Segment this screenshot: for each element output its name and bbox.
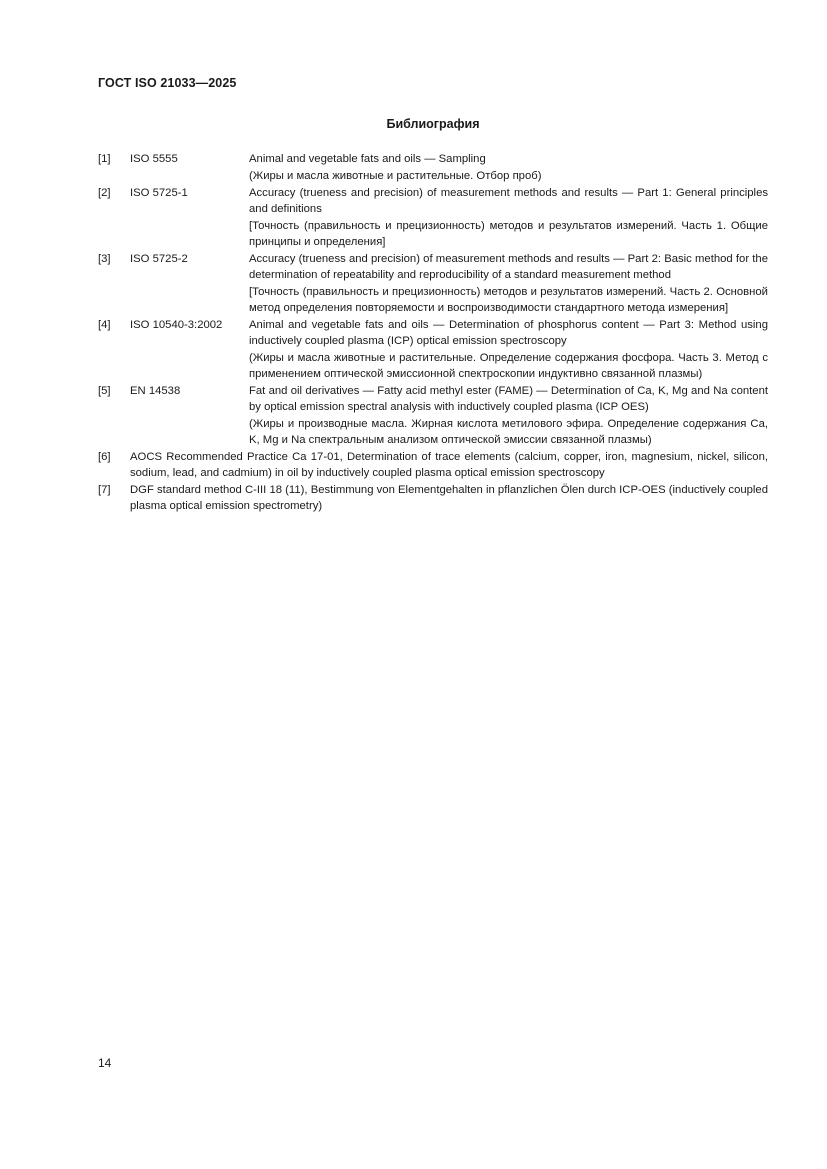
entry-title-en: Accuracy (trueness and precision) of measurement methods and results — Part 2: Basic method for the determination of repeatability and reproducibility of a standard measurement method xyxy=(249,253,768,281)
entry-number: [3] xyxy=(98,253,111,265)
entry-title-ru: [Точность (правильность и прецизионность) методов и результатов измерений. Часть 2. Основной метод определения повторяемости и воспроизводимости стандартного метода измерения] xyxy=(249,286,768,314)
bibliography-list xyxy=(98,151,768,515)
entry-number: [4] xyxy=(98,319,111,331)
entry-code: ISO 5725-2 xyxy=(130,253,188,265)
entry-text: AOCS Recommended Practice Ca 17-01, Determination of trace elements (calcium, copper, iron, magnesium, nickel, silicon, sodium, lead, and cadmium) in oil by inductively coupled plasma optical emission spectroscopy xyxy=(130,451,768,479)
entry-title-en: Animal and vegetable fats and oils — Determination of phosphorus content — Part 3: Method using inductively coupled plasma (ICP) optical emission spectroscopy xyxy=(249,319,768,347)
entry-title-ru: (Жиры и масла животные и растительные. Определение содержания фосфора. Часть 3. Метод с применением оптической эмиссионной спектроскопии индуктивно связанной плазмы) xyxy=(249,352,768,380)
bibliography-entry xyxy=(98,449,768,481)
entry-number: [5] xyxy=(98,385,111,397)
entry-body xyxy=(249,251,768,316)
entry-number: [2] xyxy=(98,187,111,199)
entry-text: DGF standard method C-III 18 (11), Bestimmung von Elementgehalten in pflanzlichen Ölen durch ICP-OES (inductively coupled plasma optical emission spectrometry) xyxy=(130,484,768,512)
entry-body xyxy=(249,185,768,250)
bibliography-entry xyxy=(98,251,768,316)
bibliography-entry xyxy=(98,185,768,250)
entry-title-ru: [Точность (правильность и прецизионность) методов и результатов измерений. Часть 1. Общие принципы и определения] xyxy=(249,220,768,248)
entry-code: EN 14538 xyxy=(130,385,181,397)
bibliography-entry xyxy=(98,383,768,448)
entry-title-ru: (Жиры и масла животные и растительные. Отбор проб) xyxy=(249,170,542,182)
entry-title-ru: (Жиры и производные масла. Жирная кислота метилового эфира. Определение содержания Ca, K, Mg и Na спектральным анализом оптической эмиссии связанной плазмы) xyxy=(249,418,768,446)
entry-title-en: Accuracy (trueness and precision) of measurement methods and results — Part 1: General principles and definitions xyxy=(249,187,768,215)
entry-title-en: Fat and oil derivatives — Fatty acid methyl ester (FAME) — Determination of Ca, K, Mg and Na content by optical emission spectral analysis with inductively coupled plasma (ICP OES) xyxy=(249,385,768,413)
section-title: Библиография xyxy=(386,117,480,131)
entry-code: ISO 5725-1 xyxy=(130,187,188,199)
bibliography-entry xyxy=(98,482,768,514)
entry-number: [1] xyxy=(98,153,111,165)
entry-body xyxy=(249,317,768,382)
entry-code: ISO 10540-3:2002 xyxy=(130,319,223,331)
bibliography-entry xyxy=(98,151,768,184)
document-header: ГОСТ ISO 21033—2025 xyxy=(98,76,237,90)
entry-body xyxy=(249,151,768,184)
bibliography-entry xyxy=(98,317,768,382)
entry-title-en: Animal and vegetable fats and oils — Sampling xyxy=(249,153,486,165)
page-number: 14 xyxy=(98,1056,112,1070)
entry-number: [7] xyxy=(98,484,111,496)
entry-body xyxy=(249,383,768,448)
entry-number: [6] xyxy=(98,451,111,463)
entry-code: ISO 5555 xyxy=(130,153,178,165)
